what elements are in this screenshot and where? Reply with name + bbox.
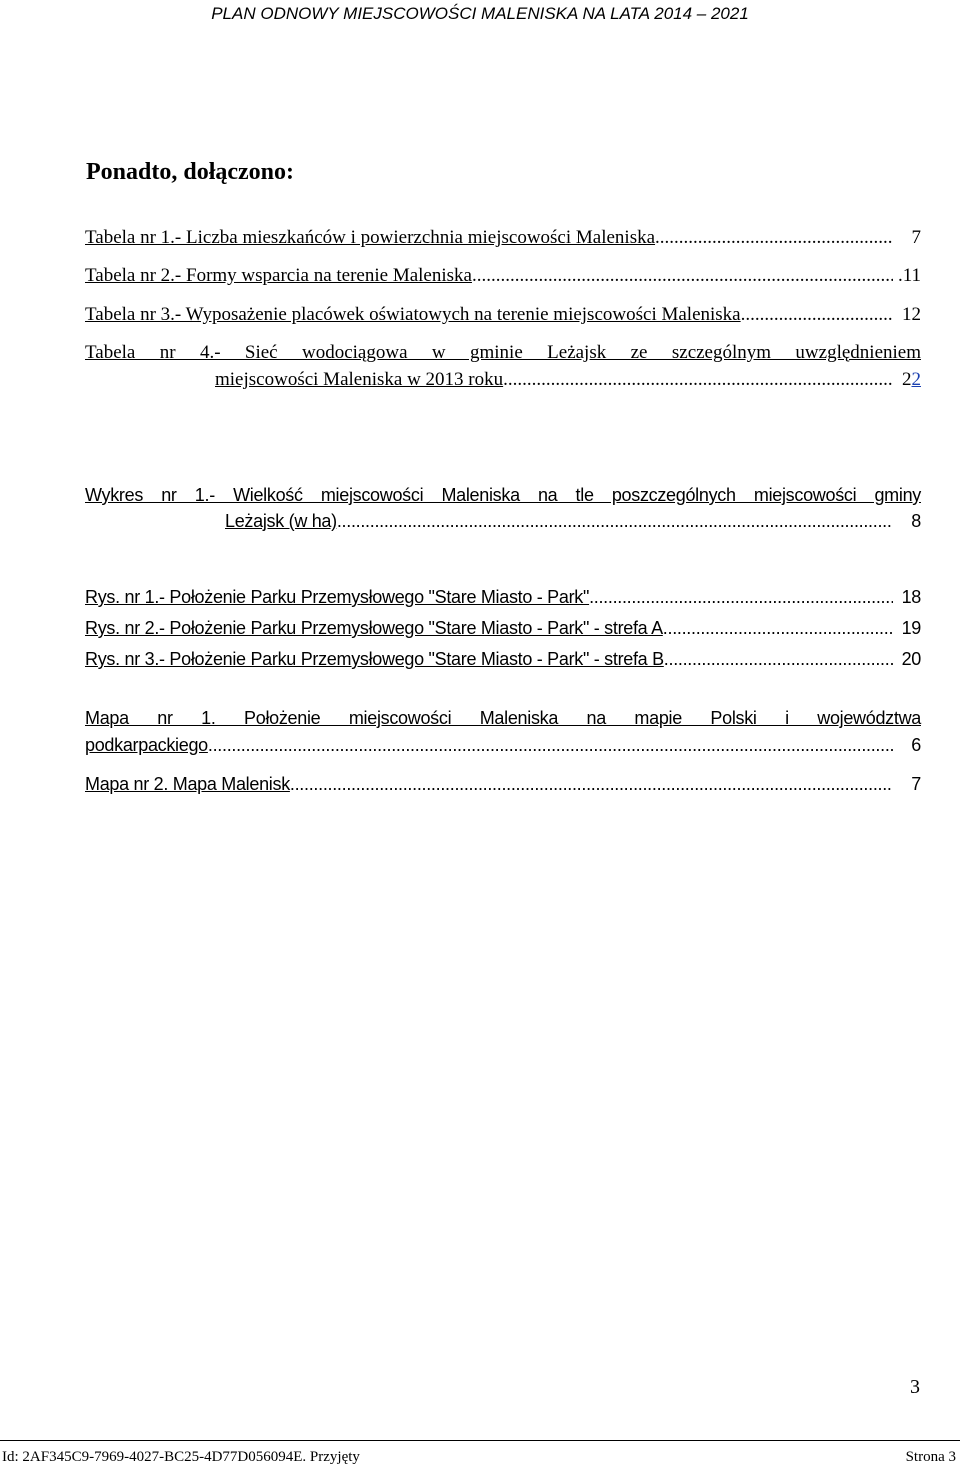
dot-leader: [664, 648, 893, 670]
toc-entry-page: 20: [901, 649, 921, 669]
toc-entry-table-2[interactable]: [85, 265, 921, 287]
dot-leader: [208, 734, 893, 756]
toc-entry-label-line1: Tabela nr 4.- Sieć wodociągowa w gminie Leżajsk ze szczególnym uwzględnieniem: [85, 342, 921, 363]
toc-entry-page-digit: 2: [902, 369, 912, 390]
toc-entry-label: Rys. nr 3.- Położenie Parku Przemysłowego "Stare Miasto - Park" - strefa B: [85, 649, 664, 669]
toc-entry-figure-2[interactable]: [85, 617, 921, 639]
toc-entry-page: 12: [902, 304, 921, 325]
toc-entry-page: 7: [911, 774, 921, 794]
toc-entry-table-1[interactable]: [85, 227, 921, 249]
toc-entry-page: 7: [911, 227, 921, 248]
footer-divider: [0, 1440, 960, 1441]
document-header: PLAN ODNOWY MIEJSCOWOŚCI MALENISKA NA LATA 2014 – 2021: [211, 4, 749, 23]
toc-entry-label: Mapa nr 2. Mapa Malenisk: [85, 774, 290, 794]
toc-entry-figure-3[interactable]: [85, 648, 921, 670]
toc-entry-label: Tabela nr 2.- Formy wsparcia na terenie Maleniska: [85, 265, 472, 286]
toc-entry-map-1[interactable]: [85, 707, 921, 756]
toc-entry-page: 18: [901, 587, 921, 607]
dot-leader: [741, 304, 893, 326]
dot-leader: [290, 773, 893, 795]
dot-leader: [503, 369, 893, 391]
dot-leader: [472, 265, 893, 287]
toc-entry-label-line1: Mapa nr 1. Położenie miejscowości Maleniska na mapie Polski i województwa: [85, 708, 921, 728]
toc-entry-label: Tabela nr 1.- Liczba mieszkańców i powierzchnia miejscowości Maleniska: [85, 227, 656, 248]
toc-entry-page: 8: [911, 511, 921, 531]
toc-entry-page-link[interactable]: 2: [911, 369, 921, 390]
dot-leader: [589, 586, 893, 608]
section-title: Ponadto, dołączono:: [86, 159, 295, 185]
toc-entry-table-3[interactable]: [85, 304, 921, 326]
toc-entry-label: Rys. nr 1.- Położenie Parku Przemysłowego "Stare Miasto - Park": [85, 587, 590, 607]
toc-entry-label: Rys. nr 2.- Położenie Parku Przemysłowego "Stare Miasto - Park" - strefa A: [85, 618, 663, 638]
toc-entry-page: 6: [911, 735, 921, 755]
toc-entry-page: .11: [897, 265, 921, 286]
toc-entry-chart-1[interactable]: [85, 484, 921, 532]
footer-document-id: Id: 2AF345C9-7969-4027-BC25-4D77D056094E. Przyjęty: [2, 1449, 360, 1465]
dot-leader: [663, 617, 893, 639]
toc-entry-label: Tabela nr 3.- Wyposażenie placówek oświatowych na terenie miejscowości Maleniska: [85, 304, 741, 325]
footer-page-label: Strona 3: [905, 1449, 956, 1465]
toc-entry-page: 19: [901, 618, 921, 638]
toc-entry-label-line1: Wykres nr 1.- Wielkość miejscowości Maleniska na tle poszczególnych miejscowości gminy: [85, 485, 921, 505]
toc-entry-page: [897, 369, 921, 391]
toc-entry-label-line2: Leżajsk (w ha): [225, 511, 337, 531]
page-number: 3: [910, 1376, 920, 1398]
dot-leader: [337, 510, 893, 532]
toc-entry-map-2[interactable]: [85, 773, 921, 795]
toc-entry-label-line2: miejscowości Maleniska w 2013 roku: [215, 369, 504, 390]
dot-leader: [655, 227, 893, 249]
toc-entry-figure-1[interactable]: [85, 586, 921, 608]
toc-entry-table-4[interactable]: [85, 342, 921, 391]
toc-entry-label-line2: podkarpackiego: [85, 735, 208, 755]
